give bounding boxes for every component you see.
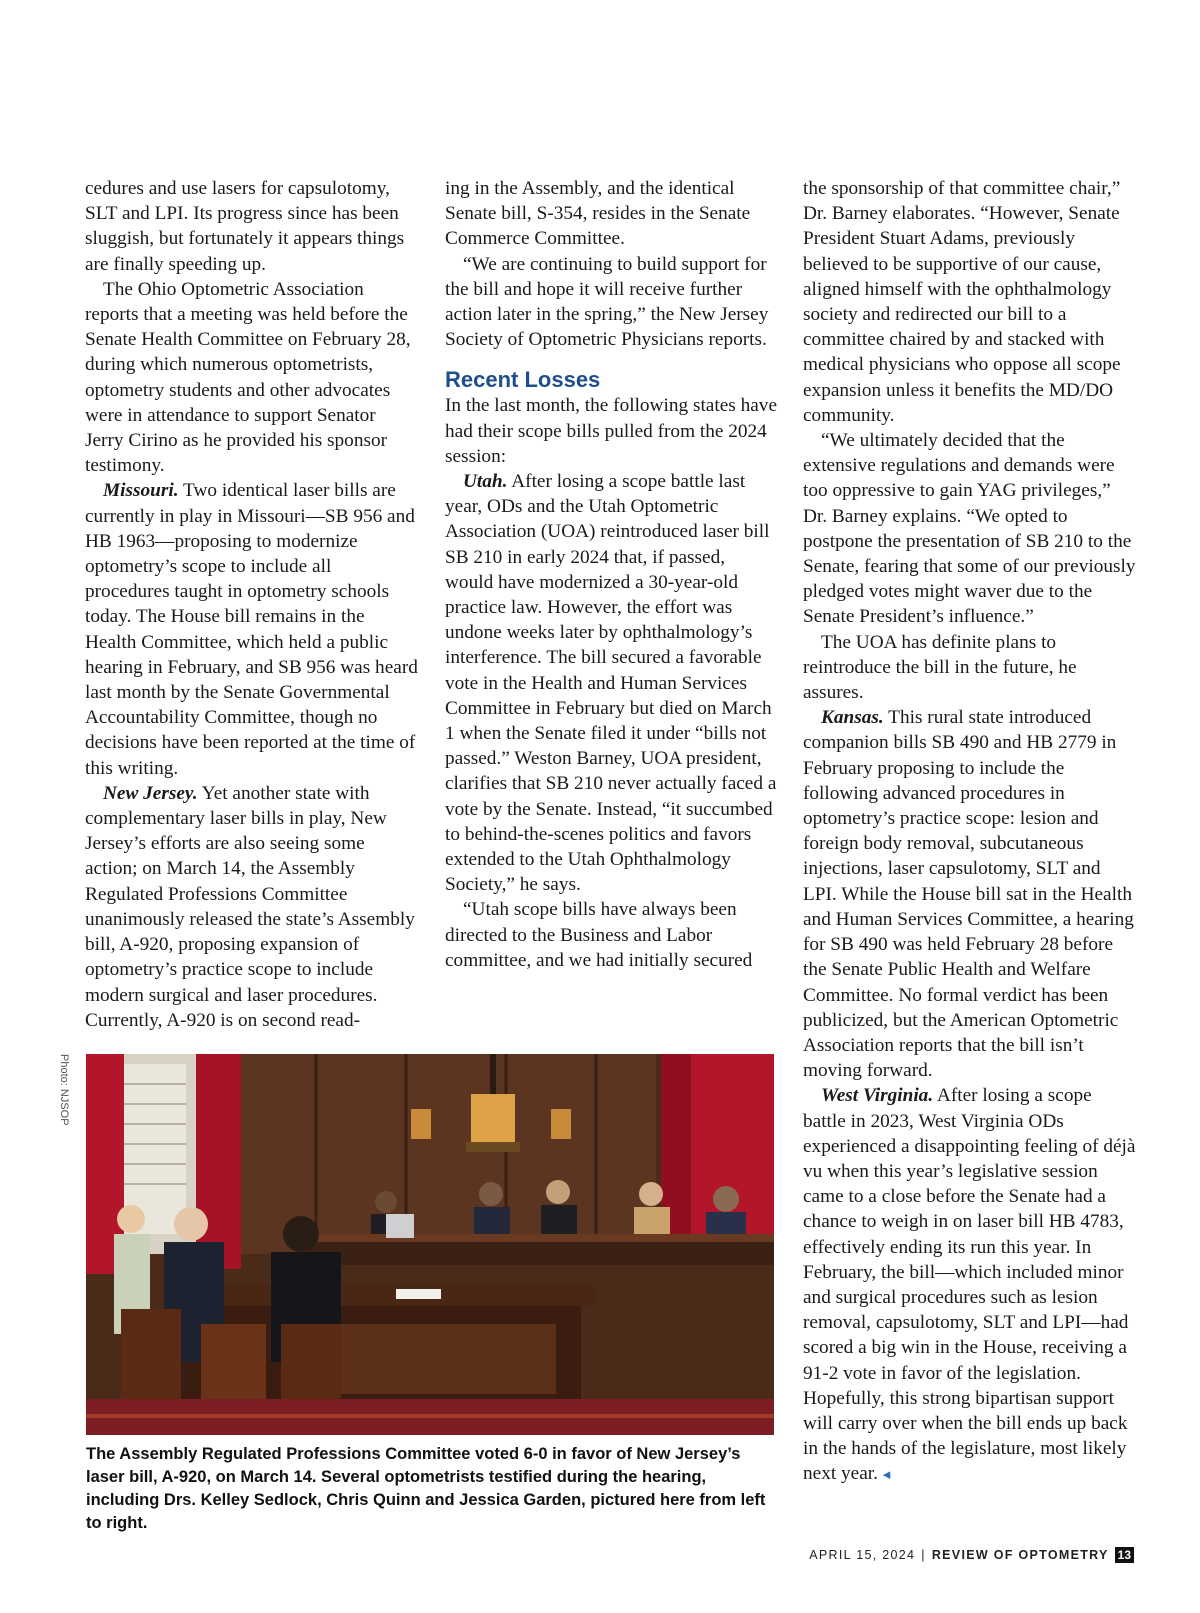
paragraph — [803, 705, 1136, 1083]
paragraph-text: After losing a scope battle in 2023, West Virginia ODs experienced a disappointing feeling of déjà vu when this year’s legislative session came to a close before the Senate had a chance to weigh in on laser bill HB 4783, effectively ending its run this year. In February, the bill—which included minor and surgical procedures such as lesion removal, capsulotomy, SLT and LPI—had scored a big win in the House, receiving a 91-2 vote in favor of the legislation. Hopefully, this strong bipartisan support will carry over when the bill ends up back in the hands of the legislature, most likely next year. — [803, 1085, 1136, 1485]
paragraph: cedures and use lasers for capsulotomy, SLT and LPI. Its progress since has been sluggish, but fortunately it appears things are finally speeding up. — [85, 178, 405, 275]
paragraph: “We ultimately decided that the extensive regulations and demands were too oppressive to gain YAG privileges,” Dr. Barney explains. “We opted to postpone the presentation of SB 210 to the Senate, fearing that some of our previously pledged votes might waver due to the Senate President’s influence.” — [803, 430, 1136, 628]
paragraph-text: Yet another state with complementary laser bills in play, New Jersey’s efforts are also seeing some action; on March 14, the Assembly Regulated Professions Committee unanimously released the state’s Assembly bill, A-920, proposing expansion of optometry’s practice scope to include modern surgical and laser procedures. Currently, A-920 is on second read- — [85, 782, 415, 1031]
state-lead-new-jersey: New Jersey. — [103, 782, 198, 804]
paragraph-text: After losing a scope battle last year, ODs and the Utah Optometric Association (UOA) reintroduced laser bill SB 210 in early 2024 that, if passed, would have modernized a 30-year-old practice law. However, the effort was undone weeks later by ophthalmology’s interference. The bill secured a favorable vote in the Health and Human Services Committee in February but died on March 1 when the Senate filed it under “bills not passed.” Weston Barney, UOA president, clarifies that SB 210 never actually faced a vote by the Senate. Instead, “it succumbed to behind-the-scenes politics and favors extended to the Utah Ophthalmology Society,” he says. — [445, 471, 777, 896]
paragraph: “Utah scope bills have always been directed to the Business and Labor committee, and we had initially secured — [445, 899, 753, 971]
paragraph — [803, 1083, 1136, 1488]
photo-caption: The Assembly Regulated Professions Committee voted 6-0 in favor of New Jersey’s laser bill, A-920, on March 14. Several optometrists testified during the hearing, including Drs. Kelley Sedlock, Chris Quinn and Jessica Garden, pictured here from left to right. — [86, 1445, 766, 1532]
footer-separator: | — [921, 1548, 926, 1562]
page-footer — [809, 1547, 1134, 1563]
paragraph — [445, 469, 777, 897]
paragraph: the sponsorship of that committee chair,” Dr. Barney elaborates. “However, Senate President Stuart Adams, previously believed to be supportive of our cause, aligned himself with the ophthalmology society and redirected our bill to a committee chaired by and stacked with medical physicians who oppose all scope expansion unless it benefits the MD/DO community. — [803, 178, 1121, 426]
paragraph: In the last month, the following states have had their scope bills pulled from the 2024 session: — [445, 395, 777, 467]
paragraph — [85, 781, 418, 1033]
paragraph: ing in the Assembly, and the identical Senate bill, S-354, resides in the Senate Commerce Committee. — [445, 178, 751, 250]
state-lead-missouri: Missouri. — [103, 480, 179, 502]
paragraph — [85, 478, 418, 780]
end-mark-icon: ◂ — [882, 1467, 891, 1484]
article-column-1 — [85, 176, 418, 1033]
section-heading: Recent Losses — [445, 367, 601, 393]
article-column-2 — [445, 176, 777, 973]
paragraph-text: This rural state introduced companion bills SB 490 and HB 2779 in February proposing to include the following advanced procedures in optometry’s practice scope: lesion and foreign body removal, subcutaneous injections, laser capsulotomy, SLT and LPI. While the House bill sat in the Health and Human Services Committee, a hearing for SB 490 was held February 28 before the Senate Public Health and Welfare Committee. No formal verdict has been publicized, but the American Optometric Association reports that the bill isn’t moving forward. — [803, 707, 1134, 1082]
hearing-photo — [86, 1054, 774, 1435]
page-number: 13 — [1115, 1547, 1134, 1563]
state-lead-utah: Utah. — [463, 471, 508, 493]
article-column-3 — [803, 176, 1136, 1489]
state-lead-west-virginia: West Virginia. — [821, 1085, 934, 1107]
paragraph: “We are continuing to build support for the bill and hope it will receive further action later in the spring,” the New Jersey Society of Optometric Physicians reports. — [445, 253, 769, 351]
state-lead-kansas: Kansas. — [821, 707, 884, 729]
publication-name: REVIEW OF OPTOMETRY — [931, 1548, 1109, 1562]
paragraph: The UOA has definite plans to reintroduce the bill in the future, he assures. — [803, 631, 1077, 704]
issue-date: APRIL 15, 2024 — [809, 1548, 916, 1562]
paragraph-text: Two identical laser bills are currently in play in Missouri—SB 956 and HB 1963—proposing to modernize optometry’s scope to include all procedures taught in optometry schools today. The House bill remains in the Health Committee, which held a public hearing in February, and SB 956 was heard last month by the Senate Governmental Accountability Committee, though no decisions have been reported at the time of this writing. — [85, 480, 418, 779]
paragraph: The Ohio Optometric Association reports that a meeting was held before the Senate Health Committee on February 28, during which numerous optometrists, optometry students and other advocates were in attendance to support Senator Jerry Cirino as he provided his sponsor testimony. — [85, 278, 411, 477]
photo-credit: Photo: NJSOP — [58, 1054, 70, 1126]
